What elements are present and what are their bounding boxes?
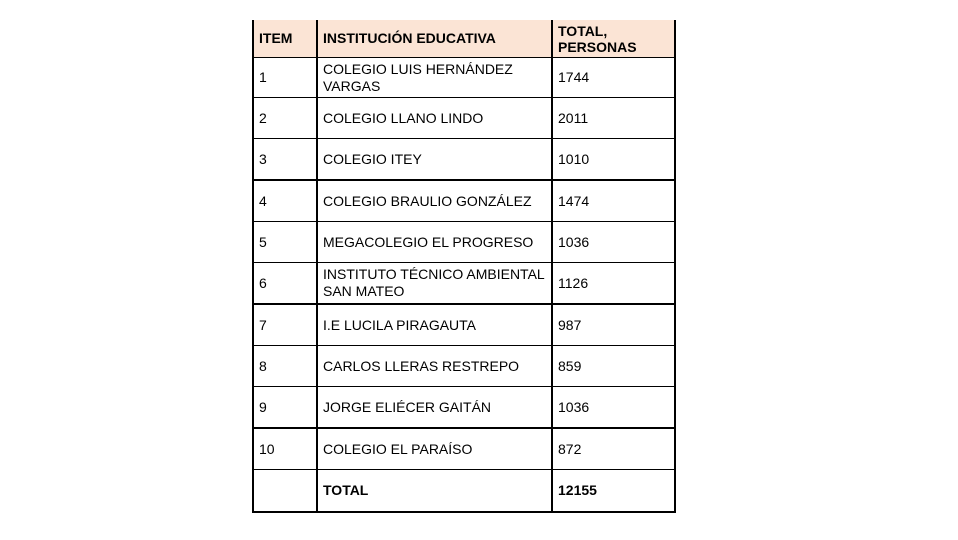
table-row bbox=[253, 304, 675, 346]
cell-institution: COLEGIO LUIS HERNÁNDEZ VARGAS bbox=[317, 58, 552, 98]
table-row bbox=[253, 180, 675, 222]
cell-total: 987 bbox=[552, 304, 675, 346]
cell-total: 1036 bbox=[552, 387, 675, 429]
cell-item: 1 bbox=[253, 58, 317, 98]
cell-institution: INSTITUTO TÉCNICO AMBIENTAL SAN MATEO bbox=[317, 263, 552, 305]
cell-institution: I.E LUCILA PIRAGAUTA bbox=[317, 304, 552, 346]
total-row bbox=[253, 470, 675, 513]
cell-item: 5 bbox=[253, 222, 317, 263]
cell-institution: COLEGIO EL PARAÍSO bbox=[317, 428, 552, 470]
cell-institution: COLEGIO ITEY bbox=[317, 139, 552, 181]
cell-item: 4 bbox=[253, 180, 317, 222]
table-row bbox=[253, 428, 675, 470]
cell-institution: COLEGIO LLANO LINDO bbox=[317, 98, 552, 139]
header-item: ITEM bbox=[253, 20, 317, 58]
cell-item: 8 bbox=[253, 346, 317, 387]
table-row bbox=[253, 387, 675, 429]
cell-item: 2 bbox=[253, 98, 317, 139]
table-header bbox=[253, 20, 675, 58]
cell-institution: CARLOS LLERAS RESTREPO bbox=[317, 346, 552, 387]
cell-total: 1126 bbox=[552, 263, 675, 305]
table-row bbox=[253, 139, 675, 181]
cell-institution: JORGE ELIÉCER GAITÁN bbox=[317, 387, 552, 429]
header-total-line2: PERSONAS bbox=[558, 39, 637, 55]
cell-institution: MEGACOLEGIO EL PROGRESO bbox=[317, 222, 552, 263]
table-row bbox=[253, 263, 675, 305]
cell-total: 859 bbox=[552, 346, 675, 387]
header-institution: INSTITUCIÓN EDUCATIVA bbox=[317, 20, 552, 58]
header-row bbox=[253, 20, 675, 58]
cell-item: 6 bbox=[253, 263, 317, 305]
cell-total-value: 12155 bbox=[552, 470, 675, 513]
cell-item: 9 bbox=[253, 387, 317, 429]
header-total bbox=[552, 20, 675, 58]
table-row bbox=[253, 58, 675, 98]
cell-item: 10 bbox=[253, 428, 317, 470]
cell-total: 2011 bbox=[552, 98, 675, 139]
table-body bbox=[253, 58, 675, 513]
cell-total-label: TOTAL bbox=[317, 470, 552, 513]
cell-item: 3 bbox=[253, 139, 317, 181]
header-total-line1: TOTAL, bbox=[558, 23, 608, 39]
table-row bbox=[253, 346, 675, 387]
table-row bbox=[253, 98, 675, 139]
cell-institution: COLEGIO BRAULIO GONZÁLEZ bbox=[317, 180, 552, 222]
institutions-table bbox=[252, 20, 676, 513]
table-row bbox=[253, 222, 675, 263]
cell-total: 1474 bbox=[552, 180, 675, 222]
cell-total: 872 bbox=[552, 428, 675, 470]
cell-total: 1036 bbox=[552, 222, 675, 263]
cell-total: 1010 bbox=[552, 139, 675, 181]
cell-total: 1744 bbox=[552, 58, 675, 98]
cell-total-item bbox=[253, 470, 317, 513]
cell-item: 7 bbox=[253, 304, 317, 346]
